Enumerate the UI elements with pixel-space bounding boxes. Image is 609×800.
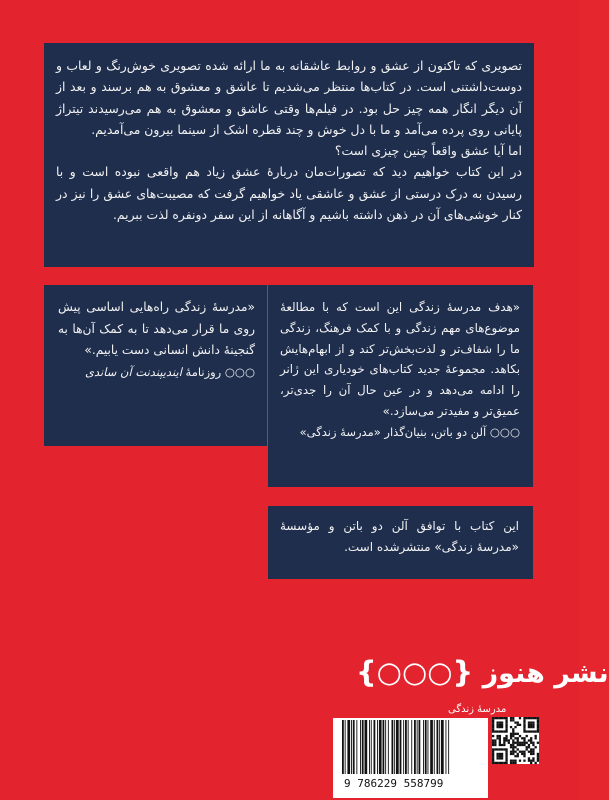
qr-module xyxy=(494,742,496,744)
qr-module xyxy=(532,730,534,732)
qr-module xyxy=(519,760,521,762)
barcode-bar xyxy=(437,720,439,774)
qr-module xyxy=(503,748,505,750)
qr-module xyxy=(532,724,534,726)
qr-module xyxy=(503,762,505,764)
barcode-bar xyxy=(448,720,449,774)
qr-module xyxy=(523,717,525,719)
qr-module xyxy=(503,739,505,741)
qr-module xyxy=(521,751,523,753)
qr-module xyxy=(530,753,532,755)
qr-module xyxy=(492,739,494,741)
qr-module xyxy=(503,744,505,746)
qr-module xyxy=(517,753,519,755)
qr-module xyxy=(492,721,494,723)
qr-module xyxy=(501,721,503,723)
qr-module xyxy=(519,744,521,746)
qr-module xyxy=(523,755,525,757)
qr-module xyxy=(499,721,501,723)
qr-module xyxy=(496,737,498,739)
barcode-bar xyxy=(414,720,416,774)
qr-module xyxy=(499,744,501,746)
qr-module xyxy=(492,730,494,732)
qr-module xyxy=(505,717,507,719)
qr-module xyxy=(512,762,514,764)
qr-module xyxy=(510,746,512,748)
qr-module xyxy=(496,726,498,728)
qr-module xyxy=(512,739,514,741)
qr-module xyxy=(499,762,501,764)
synopsis-paragraph-1: تصویری که تاکنون از عشق و روابط عاشقانه به ما ارائه شده تصویری خوش‌رنگ و لعاب و دوست‌داشتنی است. در کتاب‌ها منتظر می‌شدیم تا عاشق و معشوق به هم برسند و بعد از آن دیگر انگار همه چیز حل بود. در فیلم‌ها وقتی عاشق و معشوق به هم می‌رسیدند تیتراژ پایانی روی پرده می‌آمد و ما با دل خوش و چند قطره اشک از سینما بیرون می‌آمدیم. xyxy=(56,58,522,137)
synopsis-paragraph-2: اما آیا عشق واقعاً چنین چیزی است؟ xyxy=(334,143,522,159)
qr-module xyxy=(505,760,507,762)
qr-module xyxy=(528,746,530,748)
qr-module xyxy=(499,724,501,726)
qr-module xyxy=(530,726,532,728)
qr-module xyxy=(519,742,521,744)
qr-module xyxy=(492,748,494,750)
qr-module xyxy=(517,744,519,746)
newspaper-credit-prefix: ○○○ روزنامهٔ xyxy=(181,364,255,379)
qr-module xyxy=(532,748,534,750)
qr-module xyxy=(532,744,534,746)
qr-module xyxy=(510,762,512,764)
qr-module xyxy=(530,760,532,762)
qr-module xyxy=(512,742,514,744)
qr-module xyxy=(528,751,530,753)
qr-module xyxy=(512,719,514,721)
qr-module xyxy=(501,726,503,728)
qr-module xyxy=(510,719,512,721)
qr-module xyxy=(505,730,507,732)
barcode-bar xyxy=(446,720,447,774)
qr-module xyxy=(530,721,532,723)
qr-module xyxy=(530,737,532,739)
qr-module xyxy=(537,757,539,759)
qr-module xyxy=(537,717,539,719)
qr-module xyxy=(501,748,503,750)
barcode-bar xyxy=(405,720,407,774)
qr-module xyxy=(501,724,503,726)
qr-module xyxy=(494,730,496,732)
qr-module xyxy=(514,733,516,735)
qr-module xyxy=(496,755,498,757)
barcode-bar xyxy=(417,720,418,774)
qr-module xyxy=(505,737,507,739)
qr-module xyxy=(521,744,523,746)
qr-module xyxy=(526,735,528,737)
author-quote: «هدف مدرسهٔ زندگی این است که با مطالعهٔ موضوع‌های مهم زندگی و با کمک فرهنگ، زندگی ما را شفاف‌تر و لذت‌بخش‌تر کند و از ابهام‌هایش بکاهد. مجموعهٔ جدید کتاب‌های خودیاری این ژانر را ادامه می‌دهد و در عین حال آن را جدی‌تر، عمیق‌تر و مفیدتر می‌سازد.» xyxy=(280,300,520,418)
qr-module xyxy=(499,755,501,757)
qr-module xyxy=(503,717,505,719)
qr-module xyxy=(492,760,494,762)
qr-module xyxy=(505,753,507,755)
qr-module xyxy=(517,733,519,735)
qr-module xyxy=(535,746,537,748)
qr-module xyxy=(517,742,519,744)
barcode-bar xyxy=(394,720,395,774)
qr-module xyxy=(523,753,525,755)
qr-module xyxy=(512,753,514,755)
qr-module xyxy=(532,726,534,728)
qr-module xyxy=(521,737,523,739)
qr-module xyxy=(492,735,494,737)
qr-module xyxy=(496,757,498,759)
qr-module xyxy=(523,760,525,762)
qr-code-pattern xyxy=(492,717,539,764)
newspaper-credit xyxy=(58,362,255,384)
qr-module xyxy=(514,755,516,757)
qr-module xyxy=(523,719,525,721)
qr-module xyxy=(508,739,510,741)
barcode-bar xyxy=(342,720,344,774)
author-quote-panel xyxy=(268,285,533,487)
qr-module xyxy=(501,730,503,732)
qr-module xyxy=(499,737,501,739)
qr-module xyxy=(510,744,512,746)
qr-module xyxy=(528,717,530,719)
qr-module xyxy=(496,735,498,737)
qr-module xyxy=(523,744,525,746)
qr-module xyxy=(514,762,516,764)
qr-module xyxy=(523,726,525,728)
qr-module xyxy=(505,755,507,757)
qr-module xyxy=(519,751,521,753)
qr-module xyxy=(505,719,507,721)
barcode-bar xyxy=(377,720,378,774)
qr-module xyxy=(496,717,498,719)
barcode-bar xyxy=(379,720,382,774)
barcode-bar xyxy=(360,720,361,774)
qr-module xyxy=(503,742,505,744)
qr-module xyxy=(494,717,496,719)
barcode-bars xyxy=(338,718,483,776)
newspaper-quote-panel xyxy=(44,285,267,446)
barcode-bar xyxy=(403,720,404,774)
qr-module xyxy=(523,737,525,739)
qr-module xyxy=(528,760,530,762)
barcode-bar xyxy=(400,720,402,774)
qr-module xyxy=(528,726,530,728)
qr-module xyxy=(530,748,532,750)
qr-module xyxy=(514,721,516,723)
qr-module xyxy=(532,751,534,753)
qr-module xyxy=(517,755,519,757)
qr-module xyxy=(517,737,519,739)
license-note: این کتاب با توافق آلن دو باتن و مؤسسهٔ «مدرسهٔ زندگی» منتشرشده است. xyxy=(280,519,519,554)
qr-module xyxy=(492,717,494,719)
qr-module xyxy=(530,742,532,744)
qr-module xyxy=(512,760,514,762)
qr-module xyxy=(492,728,494,730)
barcode-bar xyxy=(441,720,444,774)
qr-module xyxy=(512,728,514,730)
qr-module xyxy=(510,753,512,755)
barcode-bar xyxy=(362,720,364,774)
synopsis-panel xyxy=(44,43,534,267)
qr-module xyxy=(532,757,534,759)
barcode-bar xyxy=(388,720,389,774)
qr-module xyxy=(492,757,494,759)
qr-module xyxy=(528,757,530,759)
qr-module xyxy=(521,742,523,744)
qr-module xyxy=(514,746,516,748)
barcode-bar xyxy=(353,720,355,774)
barcode-bar xyxy=(396,720,399,774)
qr-module xyxy=(496,753,498,755)
series-name: مدرسهٔ زندگی xyxy=(448,704,507,715)
qr-module xyxy=(512,733,514,735)
qr-module xyxy=(503,730,505,732)
qr-module xyxy=(537,755,539,757)
qr-module xyxy=(501,755,503,757)
qr-module xyxy=(514,742,516,744)
qr-module xyxy=(517,721,519,723)
qr-module xyxy=(501,744,503,746)
synopsis-paragraph-3: در این کتاب خواهیم دید که تصورات‌مان دربارهٔ عشق زیاد هم واقعی نبوده است و با رسیدن به درک درستی از عشق و عاشقی یاد خواهیم گرفت که مصیبت‌های عشق را نیز در کنار خوشی‌های آن در ذهن داشته باشیم و آگاهانه از این سفر دونفره لذت ببریم. xyxy=(56,164,522,223)
qr-module xyxy=(505,762,507,764)
qr-module xyxy=(528,724,530,726)
barcode-bar xyxy=(392,720,394,774)
barcode-bar xyxy=(347,720,350,774)
qr-module xyxy=(517,739,519,741)
qr-module xyxy=(526,717,528,719)
qr-module xyxy=(510,737,512,739)
qr-module xyxy=(505,735,507,737)
qr-module xyxy=(530,739,532,741)
qr-module xyxy=(532,753,534,755)
qr-module xyxy=(496,762,498,764)
license-note-panel xyxy=(268,506,533,579)
qr-module xyxy=(510,717,512,719)
author-credit: ○○○ آلن دو باتن، بنیان‌گذار «مدرسهٔ زندگی» xyxy=(299,424,520,439)
qr-module xyxy=(496,721,498,723)
barcode-bar xyxy=(419,720,421,774)
barcode-bar xyxy=(369,720,370,774)
qr-module xyxy=(537,760,539,762)
barcode-bar xyxy=(374,720,376,774)
qr-module xyxy=(496,730,498,732)
barcode-bar xyxy=(430,720,433,774)
qr-module xyxy=(496,748,498,750)
barcode-bar xyxy=(423,720,424,774)
qr-module xyxy=(505,724,507,726)
qr-module xyxy=(523,739,525,741)
qr-module xyxy=(521,753,523,755)
qr-module xyxy=(492,744,494,746)
qr-module xyxy=(499,742,501,744)
qr-module xyxy=(519,735,521,737)
qr-module xyxy=(492,724,494,726)
barcode-bar xyxy=(428,720,429,774)
qr-module xyxy=(499,735,501,737)
qr-module xyxy=(530,751,532,753)
qr-module xyxy=(494,739,496,741)
qr-module xyxy=(499,748,501,750)
qr-module xyxy=(514,737,516,739)
qr-module xyxy=(526,748,528,750)
qr-module xyxy=(532,760,534,762)
barcode-bar xyxy=(434,720,435,774)
qr-module xyxy=(492,726,494,728)
qr-module xyxy=(501,717,503,719)
qr-module xyxy=(512,746,514,748)
qr-module xyxy=(494,744,496,746)
qr-module xyxy=(535,737,537,739)
barcode-bar xyxy=(365,720,368,774)
qr-module xyxy=(523,751,525,753)
qr-module xyxy=(519,724,521,726)
qr-module xyxy=(530,717,532,719)
qr-module xyxy=(501,753,503,755)
qr-module xyxy=(499,753,501,755)
qr-module xyxy=(517,748,519,750)
qr-module xyxy=(537,742,539,744)
qr-module xyxy=(512,748,514,750)
qr-module xyxy=(519,717,521,719)
barcode-bar xyxy=(345,720,346,774)
qr-module xyxy=(492,742,494,744)
qr-module xyxy=(535,730,537,732)
qr-module xyxy=(530,762,532,764)
qr-module xyxy=(505,728,507,730)
qr-module xyxy=(528,721,530,723)
publisher-braces-mark: {○○○} xyxy=(356,655,474,689)
qr-module xyxy=(505,726,507,728)
qr-module xyxy=(505,751,507,753)
qr-code xyxy=(492,717,539,764)
qr-module xyxy=(503,737,505,739)
barcode-bar xyxy=(383,720,385,774)
qr-module xyxy=(492,751,494,753)
qr-module xyxy=(537,721,539,723)
isbn-number: 9 786229 558799 xyxy=(344,777,444,790)
barcode-bar xyxy=(356,720,357,774)
qr-module xyxy=(499,757,501,759)
qr-module xyxy=(492,753,494,755)
qr-module xyxy=(537,728,539,730)
qr-module xyxy=(505,721,507,723)
qr-module xyxy=(496,724,498,726)
qr-module xyxy=(501,757,503,759)
qr-module xyxy=(492,762,494,764)
qr-module xyxy=(508,742,510,744)
barcode-bar xyxy=(439,720,440,774)
qr-module xyxy=(528,730,530,732)
qr-module xyxy=(514,751,516,753)
barcode-bar xyxy=(385,720,386,774)
barcode-bar xyxy=(408,720,409,774)
qr-module xyxy=(532,717,534,719)
qr-module xyxy=(537,719,539,721)
qr-module xyxy=(526,746,528,748)
qr-module xyxy=(499,730,501,732)
qr-module xyxy=(494,748,496,750)
qr-module xyxy=(517,724,519,726)
qr-module xyxy=(510,726,512,728)
qr-module xyxy=(499,739,501,741)
qr-module xyxy=(523,728,525,730)
qr-module xyxy=(510,733,512,735)
qr-module xyxy=(512,744,514,746)
barcode-bar xyxy=(351,720,352,774)
qr-module xyxy=(510,751,512,753)
publisher-name: نشر هنوز xyxy=(482,658,609,689)
barcode-bar xyxy=(425,720,427,774)
qr-module xyxy=(510,760,512,762)
qr-module xyxy=(492,719,494,721)
qr-module xyxy=(523,730,525,732)
qr-module xyxy=(537,726,539,728)
barcode-bar xyxy=(411,720,412,774)
qr-module xyxy=(526,742,528,744)
qr-module xyxy=(505,757,507,759)
newspaper-credit-source: ایندیپندنت آن ساندی xyxy=(84,364,182,379)
barcode-bar xyxy=(371,720,372,774)
qr-module xyxy=(528,739,530,741)
qr-module xyxy=(514,726,516,728)
qr-module xyxy=(530,724,532,726)
qr-module xyxy=(512,730,514,732)
qr-module xyxy=(532,721,534,723)
qr-module xyxy=(501,762,503,764)
qr-module xyxy=(505,748,507,750)
qr-module xyxy=(512,735,514,737)
qr-module xyxy=(530,730,532,732)
qr-module xyxy=(510,735,512,737)
qr-module xyxy=(523,721,525,723)
qr-module xyxy=(523,724,525,726)
qr-module xyxy=(492,755,494,757)
qr-module xyxy=(537,730,539,732)
qr-module xyxy=(505,739,507,741)
qr-module xyxy=(494,762,496,764)
qr-module xyxy=(512,717,514,719)
newspaper-quote: «مدرسهٔ زندگی راه‌هایی اساسی پیش روی ما قرار می‌دهد تا به کمک آن‌ها به گنجینهٔ دانش انسانی دست یابیم.» xyxy=(58,300,255,357)
qr-module xyxy=(499,726,501,728)
qr-module xyxy=(537,753,539,755)
qr-module xyxy=(535,762,537,764)
qr-module xyxy=(523,742,525,744)
qr-module xyxy=(514,760,516,762)
qr-module xyxy=(528,744,530,746)
qr-module xyxy=(512,751,514,753)
qr-module xyxy=(535,735,537,737)
qr-module xyxy=(499,717,501,719)
qr-module xyxy=(526,730,528,732)
qr-module xyxy=(535,717,537,719)
qr-module xyxy=(537,724,539,726)
publisher-logo xyxy=(356,655,609,689)
qr-module xyxy=(532,742,534,744)
